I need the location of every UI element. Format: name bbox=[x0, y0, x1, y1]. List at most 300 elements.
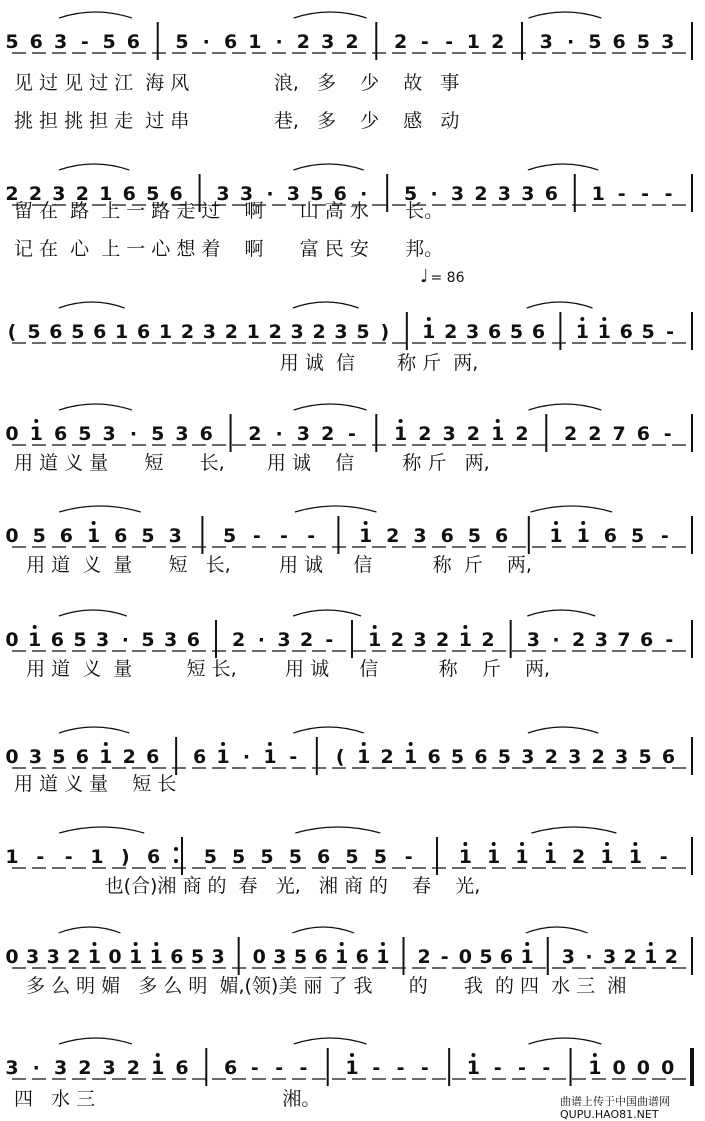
lyric-line: 留 在 路 上 一 路 走 过 啊 山 高 水 长。 bbox=[14, 200, 444, 222]
note: - bbox=[440, 946, 449, 968]
note: 7 bbox=[612, 423, 626, 445]
note: 3 bbox=[164, 629, 178, 651]
lyric-line: 用 道 义 量 短 长, 用 诚 信 称 斤 两, bbox=[14, 554, 532, 576]
slur-arc bbox=[531, 506, 613, 512]
note: 6 bbox=[170, 946, 184, 968]
note: 6 bbox=[427, 746, 441, 768]
note: 2 bbox=[623, 946, 637, 968]
note: 6 bbox=[636, 423, 651, 445]
note: - bbox=[420, 31, 429, 53]
note: 3 bbox=[28, 746, 43, 768]
slur-arc bbox=[293, 610, 361, 616]
note: 3 bbox=[96, 629, 110, 651]
octave-dot bbox=[154, 942, 158, 946]
note: 0 bbox=[5, 629, 19, 651]
note: 3 bbox=[568, 746, 582, 768]
note: 2 bbox=[232, 629, 246, 651]
note: 3 bbox=[53, 31, 68, 53]
octave-dot bbox=[605, 842, 609, 846]
site-watermark bbox=[560, 1095, 670, 1121]
note: 3 bbox=[168, 525, 182, 547]
slur-arc bbox=[292, 927, 354, 933]
note: · bbox=[275, 31, 283, 53]
note: 5 bbox=[588, 31, 602, 53]
slur-arc bbox=[527, 302, 593, 308]
repeat-dot bbox=[174, 847, 178, 851]
octave-dot bbox=[156, 1053, 160, 1057]
slur-arc bbox=[294, 12, 367, 18]
note: 5 bbox=[638, 746, 652, 768]
note: 2 bbox=[312, 321, 326, 343]
slur-arc bbox=[294, 404, 367, 410]
note: 2 bbox=[122, 746, 136, 768]
note: 3 bbox=[296, 423, 311, 445]
note: 5 bbox=[345, 846, 359, 868]
note: 6 bbox=[355, 946, 369, 968]
lyric-line: 也(合)湘 商 的 春 光, 湘 商 的 春 光, bbox=[14, 875, 481, 897]
note: 5 bbox=[141, 629, 155, 651]
note: 2 bbox=[588, 423, 602, 445]
note: 2 bbox=[67, 946, 81, 968]
slur-arc bbox=[59, 610, 127, 616]
note: 6 bbox=[499, 946, 514, 968]
note: 3 bbox=[102, 423, 116, 445]
note: 1 bbox=[263, 746, 277, 768]
note: 6 bbox=[544, 183, 558, 205]
note: 2 bbox=[300, 629, 314, 651]
note: 3 bbox=[594, 629, 608, 651]
note: 1 bbox=[628, 846, 642, 868]
octave-dot bbox=[548, 842, 552, 846]
note: 5 bbox=[27, 321, 41, 343]
note: 3 bbox=[211, 946, 225, 968]
note: 5 bbox=[630, 525, 645, 547]
octave-dot bbox=[471, 1053, 475, 1057]
slur-arc bbox=[59, 1038, 132, 1044]
note: 0 bbox=[252, 946, 266, 968]
note: 5 bbox=[78, 423, 92, 445]
note: 3 bbox=[413, 629, 427, 651]
note: 6 bbox=[75, 746, 89, 768]
octave-dot bbox=[350, 1053, 354, 1057]
note: 3 bbox=[239, 183, 254, 205]
note: 1 bbox=[600, 846, 614, 868]
note: 0 bbox=[5, 946, 19, 968]
note: 1 bbox=[129, 946, 143, 968]
octave-dot bbox=[381, 942, 385, 946]
note: 5 bbox=[73, 629, 87, 651]
note: · bbox=[360, 183, 368, 205]
note: 5 bbox=[450, 746, 465, 768]
note: 6 bbox=[122, 183, 136, 205]
note: 2 bbox=[5, 183, 19, 205]
note: 2 bbox=[436, 629, 450, 651]
note: - bbox=[404, 846, 413, 868]
note: 5 bbox=[288, 846, 302, 868]
note: 5 bbox=[497, 746, 512, 768]
lyric-line: 用 道 义 量 短 长 bbox=[14, 773, 177, 795]
note: 3 bbox=[526, 629, 540, 651]
note: 6 bbox=[49, 321, 63, 343]
note: 6 bbox=[474, 746, 488, 768]
note: 2 bbox=[544, 746, 558, 768]
octave-dot bbox=[525, 942, 529, 946]
octave-dot bbox=[496, 419, 500, 423]
note: 1 bbox=[158, 321, 173, 343]
note: - bbox=[64, 846, 73, 868]
note: - bbox=[348, 423, 356, 445]
note: 2 bbox=[78, 1057, 92, 1079]
octave-dot bbox=[602, 317, 606, 321]
note: 6 bbox=[186, 629, 200, 651]
note: 2 bbox=[474, 183, 488, 205]
note: - bbox=[289, 746, 298, 768]
note: · bbox=[202, 31, 210, 53]
note: 1 bbox=[216, 746, 230, 768]
note: 3 bbox=[539, 31, 553, 53]
note: - bbox=[307, 525, 316, 547]
note: 1 bbox=[644, 946, 658, 968]
note: 2 bbox=[386, 525, 400, 547]
note: 6 bbox=[175, 1057, 189, 1079]
note: 3 bbox=[334, 321, 348, 343]
note: 1 bbox=[28, 629, 42, 651]
note: 6 bbox=[317, 846, 331, 868]
note: 6 bbox=[661, 746, 676, 768]
note: 6 bbox=[640, 629, 654, 651]
note: 3 bbox=[661, 31, 675, 53]
octave-dot bbox=[463, 842, 467, 846]
note: 3 bbox=[53, 1057, 68, 1079]
note: 1 bbox=[458, 629, 472, 651]
note: 1 bbox=[99, 746, 113, 768]
note: 0 bbox=[108, 946, 122, 968]
note: 6 bbox=[531, 321, 546, 343]
note: - bbox=[420, 1057, 429, 1079]
note: 1 bbox=[487, 846, 501, 868]
note: ) bbox=[380, 321, 390, 343]
octave-dot bbox=[362, 742, 366, 746]
octave-dot bbox=[593, 1053, 597, 1057]
note: 5 bbox=[232, 846, 246, 868]
note: 1 bbox=[515, 846, 529, 868]
note: - bbox=[660, 525, 669, 547]
note: 2 bbox=[491, 31, 505, 53]
note: - bbox=[666, 321, 675, 343]
note: 2 bbox=[296, 31, 311, 53]
note: 6 bbox=[487, 321, 502, 343]
note: 2 bbox=[380, 746, 394, 768]
note: 5 bbox=[203, 846, 217, 868]
note: ( bbox=[7, 321, 17, 343]
note: 1 bbox=[404, 746, 418, 768]
note: 2 bbox=[572, 846, 586, 868]
slur-arc bbox=[528, 164, 598, 170]
note: 6 bbox=[126, 31, 141, 53]
note: 3 bbox=[25, 946, 40, 968]
note: 5 bbox=[636, 31, 651, 53]
slur-arc bbox=[528, 12, 601, 18]
note: 2 bbox=[224, 321, 238, 343]
octave-dot bbox=[221, 742, 225, 746]
note: · bbox=[242, 746, 251, 768]
note: 5 bbox=[293, 946, 308, 968]
note: 6 bbox=[146, 746, 160, 768]
note: · bbox=[275, 423, 283, 445]
note: 1 bbox=[358, 525, 373, 547]
lyric-line: 用 道 义 量 短 长, 用 诚 信 称 斤 两, bbox=[14, 452, 490, 474]
note: 2 bbox=[390, 629, 404, 651]
note: 5 bbox=[102, 31, 116, 53]
note: 3 bbox=[46, 946, 60, 968]
note: 3 bbox=[273, 946, 287, 968]
slur-arc bbox=[293, 302, 359, 308]
note: 5 bbox=[32, 525, 46, 547]
note: - bbox=[252, 525, 261, 547]
note: 1 bbox=[422, 321, 436, 343]
note: 6 bbox=[223, 31, 238, 53]
note: 6 bbox=[147, 846, 161, 868]
note: - bbox=[36, 846, 45, 868]
octave-dot bbox=[580, 317, 584, 321]
note: 3 bbox=[561, 946, 575, 968]
note: 5 bbox=[5, 31, 19, 53]
note: 2 bbox=[563, 423, 578, 445]
note: · bbox=[121, 629, 129, 651]
note: - bbox=[493, 1057, 502, 1079]
note: 0 bbox=[458, 946, 472, 968]
note: 6 bbox=[136, 321, 151, 343]
note: 2 bbox=[418, 423, 432, 445]
octave-dot bbox=[92, 942, 96, 946]
note: 6 bbox=[314, 946, 328, 968]
note: 1 bbox=[576, 525, 590, 547]
note: · bbox=[430, 183, 438, 205]
note: 2 bbox=[321, 423, 335, 445]
lyric-line: 用 道 义 量 短 长, 用 诚 信 称 斤 两, bbox=[14, 658, 551, 680]
note: 0 bbox=[612, 1057, 626, 1079]
watermark-line-2: QUPU.HAO81.NET bbox=[560, 1108, 659, 1121]
octave-dot bbox=[581, 521, 585, 525]
slur-arc bbox=[295, 506, 377, 512]
note: 2 bbox=[417, 946, 431, 968]
note: 1 bbox=[588, 1057, 602, 1079]
note: 1 bbox=[335, 946, 349, 968]
slur-arc bbox=[59, 727, 129, 733]
note: 5 bbox=[260, 846, 274, 868]
note: 1 bbox=[357, 746, 371, 768]
note: 6 bbox=[612, 31, 626, 53]
note: 6 bbox=[223, 1057, 238, 1079]
note: - bbox=[372, 1057, 381, 1079]
slur-arc bbox=[59, 302, 125, 308]
slur-arc bbox=[295, 827, 380, 833]
note: 3 bbox=[102, 1057, 116, 1079]
slur-arc bbox=[59, 927, 121, 933]
note: 7 bbox=[617, 629, 631, 651]
note: · bbox=[266, 183, 274, 205]
note: 1 bbox=[597, 321, 611, 343]
note: - bbox=[275, 1057, 284, 1079]
note: 6 bbox=[192, 746, 207, 768]
note: 3 bbox=[277, 629, 291, 651]
note: · bbox=[32, 1057, 40, 1079]
note: 5 bbox=[141, 525, 155, 547]
octave-dot bbox=[268, 742, 272, 746]
note: 3 bbox=[521, 746, 535, 768]
note: - bbox=[518, 1057, 526, 1079]
note: 0 bbox=[661, 1057, 675, 1079]
note: 1 bbox=[393, 423, 408, 445]
note: 1 bbox=[5, 846, 19, 868]
note: 3 bbox=[466, 321, 480, 343]
note: 6 bbox=[29, 31, 43, 53]
octave-dot bbox=[427, 317, 431, 321]
note: 3 bbox=[290, 321, 304, 343]
note: ) bbox=[120, 846, 130, 868]
note: 3 bbox=[442, 423, 456, 445]
note: - bbox=[641, 183, 650, 205]
note: 5 bbox=[404, 183, 418, 205]
note: - bbox=[659, 846, 668, 868]
note: 5 bbox=[175, 31, 189, 53]
note: 6 bbox=[50, 629, 64, 651]
note: 6 bbox=[199, 423, 213, 445]
lyric-line: 挑 担 挑 担 走 过 串 巷, 多 少 感 动 bbox=[14, 110, 460, 132]
note: 3 bbox=[286, 183, 300, 205]
note: - bbox=[280, 525, 288, 547]
note: 1 bbox=[543, 846, 557, 868]
note: 6 bbox=[603, 525, 618, 547]
note: 5 bbox=[146, 183, 160, 205]
octave-dot bbox=[104, 742, 108, 746]
note: - bbox=[325, 629, 334, 651]
note: 3 bbox=[202, 321, 217, 343]
note: - bbox=[617, 183, 626, 205]
note: 1 bbox=[115, 321, 129, 343]
note: 3 bbox=[521, 183, 535, 205]
note: · bbox=[566, 31, 575, 53]
note: 2 bbox=[268, 321, 282, 343]
note: - bbox=[445, 31, 454, 53]
note: 5 bbox=[151, 423, 165, 445]
note: 3 bbox=[615, 746, 629, 768]
note: - bbox=[664, 183, 673, 205]
note: 1 bbox=[29, 423, 43, 445]
note: · bbox=[585, 946, 593, 968]
note: 1 bbox=[591, 183, 605, 205]
note: 2 bbox=[466, 423, 481, 445]
note: 6 bbox=[440, 525, 454, 547]
note: 1 bbox=[151, 1057, 165, 1079]
note: 1 bbox=[246, 321, 260, 343]
note: 1 bbox=[520, 946, 534, 968]
note: · bbox=[552, 629, 560, 651]
note: 2 bbox=[515, 423, 529, 445]
slur-arc bbox=[526, 927, 588, 933]
slur-arc bbox=[59, 827, 144, 833]
octave-dot bbox=[399, 419, 403, 423]
note: 3 bbox=[497, 183, 512, 205]
note: 1 bbox=[491, 423, 505, 445]
note: 6 bbox=[93, 321, 107, 343]
note: 5 bbox=[222, 525, 237, 547]
octave-dot bbox=[463, 625, 467, 629]
note: 0 bbox=[5, 525, 19, 547]
octave-dot bbox=[340, 942, 344, 946]
note: · bbox=[257, 629, 265, 651]
octave-dot bbox=[633, 842, 637, 846]
note: 6 bbox=[59, 525, 74, 547]
note: 3 bbox=[175, 423, 189, 445]
note: 2 bbox=[248, 423, 262, 445]
watermark-line-1: 曲谱上传于中国曲谱网 bbox=[560, 1095, 670, 1108]
note: 6 bbox=[53, 423, 68, 445]
note: 2 bbox=[572, 629, 586, 651]
lyric-line: 多 么 明 媚 多 么 明 媚,(领)美 丽 了 我 的 我 的 四 水 三 湘 bbox=[14, 975, 627, 997]
note: 5 bbox=[479, 946, 493, 968]
note: 2 bbox=[664, 946, 679, 968]
note: 1 bbox=[86, 525, 101, 547]
note: 0 bbox=[5, 746, 19, 768]
octave-dot bbox=[364, 521, 368, 525]
note: ( bbox=[335, 746, 345, 768]
note: 6 bbox=[494, 525, 509, 547]
note: 2 bbox=[75, 183, 89, 205]
note: 5 bbox=[71, 321, 85, 343]
note: - bbox=[542, 1057, 551, 1079]
note: 0 bbox=[636, 1057, 651, 1079]
note: 1 bbox=[368, 629, 382, 651]
lyric-line: 用 诚 信 称 斤 两, bbox=[14, 352, 479, 374]
note: 1 bbox=[376, 946, 390, 968]
note: 6 bbox=[333, 183, 347, 205]
slur-arc bbox=[528, 404, 601, 410]
note: 5 bbox=[467, 525, 482, 547]
note: 2 bbox=[481, 629, 495, 651]
note: 6 bbox=[114, 525, 128, 547]
tempo-marking bbox=[420, 266, 465, 287]
note: 5 bbox=[373, 846, 387, 868]
note: 2 bbox=[180, 321, 195, 343]
note: 3 bbox=[52, 183, 66, 205]
octave-dot bbox=[554, 521, 558, 525]
note: 1 bbox=[248, 31, 262, 53]
quarter-note-icon: ♩ bbox=[420, 266, 429, 287]
note: 2 bbox=[126, 1057, 141, 1079]
repeat-dot bbox=[174, 859, 178, 863]
slur-arc bbox=[59, 404, 132, 410]
octave-dot bbox=[492, 842, 496, 846]
note: 1 bbox=[466, 31, 481, 53]
slur-arc bbox=[528, 1038, 601, 1044]
note: 3 bbox=[216, 183, 230, 205]
note: 3 bbox=[413, 525, 427, 547]
note: 5 bbox=[52, 746, 66, 768]
slur-arc bbox=[59, 12, 132, 18]
note: 1 bbox=[549, 525, 563, 547]
note: - bbox=[250, 1057, 259, 1079]
note: 1 bbox=[149, 946, 163, 968]
slur-arc bbox=[293, 164, 363, 170]
slur-arc bbox=[59, 164, 129, 170]
slur-arc bbox=[528, 727, 598, 733]
note: 6 bbox=[169, 183, 183, 205]
note: 1 bbox=[90, 846, 104, 868]
note: - bbox=[299, 1057, 308, 1079]
note: 3 bbox=[602, 946, 617, 968]
slur-arc bbox=[59, 506, 141, 512]
